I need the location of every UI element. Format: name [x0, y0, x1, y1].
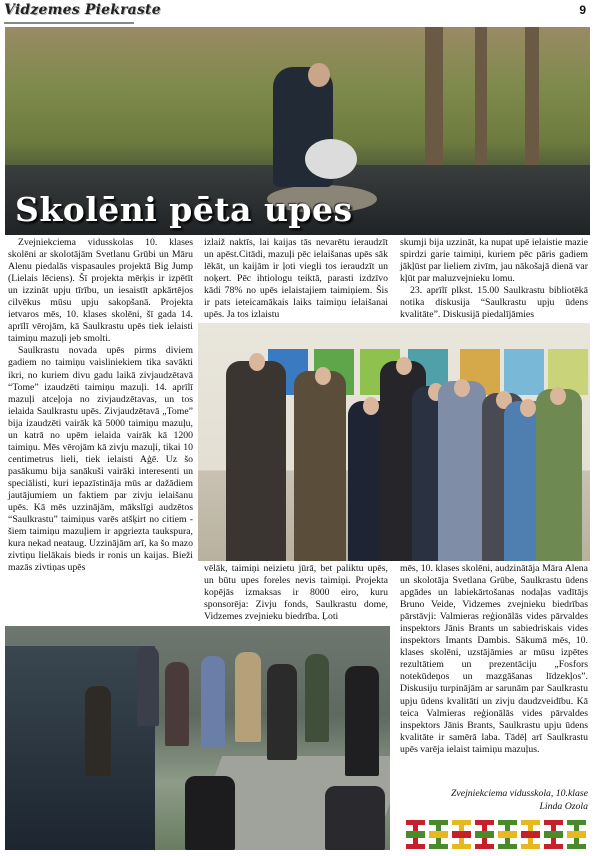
- paragraph: 23. aprīlī plkst. 15.00 Saulkrastu bibliotēkā notika diskusija “Saulkrastu upju ūdens kvalitāte”. Diskusijā piedalījāmies: [400, 285, 588, 321]
- article-title: Skolēni pēta upes: [15, 190, 353, 229]
- tree-trunk: [425, 27, 443, 177]
- ornament-block: [452, 831, 471, 838]
- person-figure: [137, 646, 159, 726]
- paragraph: Saulkrastu novada upēs pirms diviem gadiem no taimiņu vaisliniekiem tika savākti ikri, no kuriem divu gadu laikā zivjaudzētavā “Tome” izaudzēti taimiņu mazuļi. 14. aprīlī mazuļi atceļoja no zivjaudzētavas, un tos ielaida Saulkrastu upēs. Zivjaudzētavā „Tome” bija izaudzēti vairāk kā 5000 taimiņu mazuļu, un katrā no upēm ielaida vairāk kā 1200 taimiņu. Mēs vērojām kā zivju mazuļi, tikai 10 centimetrus lieli, tiek ielaisti Aģē. Uz šo pasākumu bija sanākuši vairāki interesenti un speciālisti, kuri iepazīstināja mūs ar dažādiem jautājumiem un faktiem par zivju ielaišanu upēs. Kā mēs uzzinājām, mākslīgi audzētos “Saulkrastu” taimiņus varēs atšķirt no citiem - šiem taimiņu mazuļiem ir apgriezta taukspura, kura nekad neataug. Uzzinājām arī, ka šo mazo zivtiņu lielākais bieds ir ronis un kaijas. Bieži mazās zivtiņas upēs: [8, 345, 193, 574]
- bucket: [305, 139, 357, 179]
- tree-trunk: [475, 27, 487, 177]
- ornament-block: [498, 831, 517, 838]
- person-figure: [201, 656, 225, 748]
- person-figure: [165, 662, 189, 746]
- person-figure: [235, 652, 261, 742]
- ornament-block: [521, 844, 540, 849]
- person-figure: [325, 786, 385, 850]
- riverbank-photo: [5, 626, 390, 850]
- person-face: [520, 399, 536, 417]
- ornament-block: [475, 820, 494, 825]
- ornament-block: [429, 831, 448, 838]
- article-column-2-bottom: [204, 563, 388, 623]
- masthead: Vidzemes Piekraste: [4, 2, 161, 18]
- ornament-block: [406, 831, 425, 838]
- ornament-block: [544, 820, 563, 825]
- signature-school: Zvejniekciema vidusskola, 10.klase: [451, 788, 588, 799]
- ornament-block: [406, 820, 425, 825]
- ornament-block: [544, 844, 563, 849]
- person-face: [249, 353, 265, 371]
- river-water: [5, 646, 155, 850]
- person-figure: [267, 664, 297, 760]
- wall-poster: [504, 349, 544, 395]
- ornament-block: [521, 831, 540, 838]
- person-figure: [226, 361, 286, 561]
- article-column-1: [8, 237, 193, 574]
- article-column-3-top: [400, 237, 588, 321]
- ornament-block: [567, 820, 586, 825]
- tree-trunk: [525, 27, 539, 177]
- ornament-block: [452, 844, 471, 849]
- person-figure: [438, 381, 486, 561]
- person-figure: [185, 776, 235, 850]
- person-face: [550, 387, 566, 405]
- paragraph: vēlāk, taimiņi neizietu jūrā, bet paliktu upēs, un būtu upes foreles nevis taimiņi. Projekta kopējās izmaksas ir 8000 eiro, kuru sponsorēja: Zivju fonds, Saulkrastu dome, Vidzemes zvejnieku biedrība. Ļoti: [204, 563, 388, 623]
- masthead-rule: [4, 22, 134, 24]
- group-photo: [198, 323, 590, 561]
- ornament-block: [406, 844, 425, 849]
- person-face: [315, 367, 331, 385]
- person-figure: [85, 686, 111, 776]
- ornament-block: [429, 844, 448, 849]
- signature-author: Linda Ozola: [539, 800, 588, 812]
- person-face: [454, 379, 470, 397]
- signature: [400, 788, 588, 813]
- person-face: [363, 397, 379, 415]
- ornament-block: [544, 831, 563, 838]
- person-figure: [536, 389, 582, 561]
- person-figure: [345, 666, 379, 776]
- ornament-block: [498, 820, 517, 825]
- ornament-block: [429, 820, 448, 825]
- ornament-block: [452, 820, 471, 825]
- person-figure: [294, 371, 346, 561]
- article-column-3-bottom: [400, 563, 588, 756]
- paragraph: mēs, 10. klases skolēni, audzinātāja Māra Alena un skolotāja Svetlana Grūbe, Saulkrastu ūdens apgādes un labiekārtošanas nodaļas vadītājs Bruno Veide, Vidzemes zvejnieku biedrības pārstāvji: Valmieras reģionālās vides pārvaldes inspektors Jānis Brants un sabiedriskais vides inspektors Imants Dambis. Sākumā mēs, 10. klases skolēni, uzstājāmies ar mūsu izpētes rezultātiem un prezentāciju „Fosfors notekūdeņos un mazgāšanas līdzekļos”. Diskusiju turpinājām ar sarunām par Saulkrastu upju ūdens kvalitāti un zivju daudzveidību. Kā teica Valmieras reģionālās vides pārvaldes inspektors Jānis Brants, Saulkrastu upju ūdens kvalitāte ir samērā laba. Tādēļ arī Saulkrastu upēs varēja ielaist taimiņu mazuļus.: [400, 563, 588, 755]
- person-face: [396, 357, 412, 375]
- ornament-block: [475, 831, 494, 838]
- paragraph: skumji bija uzzināt, ka nupat upē ielaistie mazie spirdzi garie taimiņi, kuriem pēc pāris gadiem jākļūst par lieliem zivīm, jau nākošajā dienā var kļūt par maluzvejnieku lomu.: [400, 237, 588, 285]
- paragraph: izlaiž naktīs, lai kaijas tās nevarētu ieraudzīt un apēst.Citādi, mazuļi pēc ielaišanas upēs sāk lēkāt, un kaijām ir ļoti viegli tos ieraudzīt un noķert. Pēc ihtiologu teiktā, parasti izdzīvo kādi 78% no upēs ielaistajiem taimiņiem. Šis ir pats ieteicamākais laiks taimiņu ielaišanai upēs. Ja tos izlaistu: [204, 237, 388, 321]
- ornament-block: [567, 844, 586, 849]
- page-number: 9: [579, 3, 586, 17]
- ornament-block: [498, 844, 517, 849]
- ornament-block: [521, 820, 540, 825]
- person-figure: [305, 654, 329, 742]
- ornament-block: [475, 844, 494, 849]
- ornament-block: [567, 831, 586, 838]
- man-head: [308, 63, 330, 87]
- paragraph: Zvejniekciema vidusskolas 10. klases skolēni ar skolotājām Svetlanu Grūbi un Māru Alenu piedalās vispasaules projektā Big Jump (Lielais lēciens). Šī projekta mērķis ir izpētīt un izzināt upju tīrību, un iesaistīt apkārtējos cilvēkus mūsu upju sakopšanā. Projekta ietvaros mēs, 10. klases skolēni, šī gada 14. aprīlī vērojām, kā Saulkrastu upēs tiek ielaisti taimiņu mazuļi jeb smolti.: [8, 237, 193, 345]
- article-column-2-top: [204, 237, 388, 321]
- latvian-ornament: [404, 818, 588, 851]
